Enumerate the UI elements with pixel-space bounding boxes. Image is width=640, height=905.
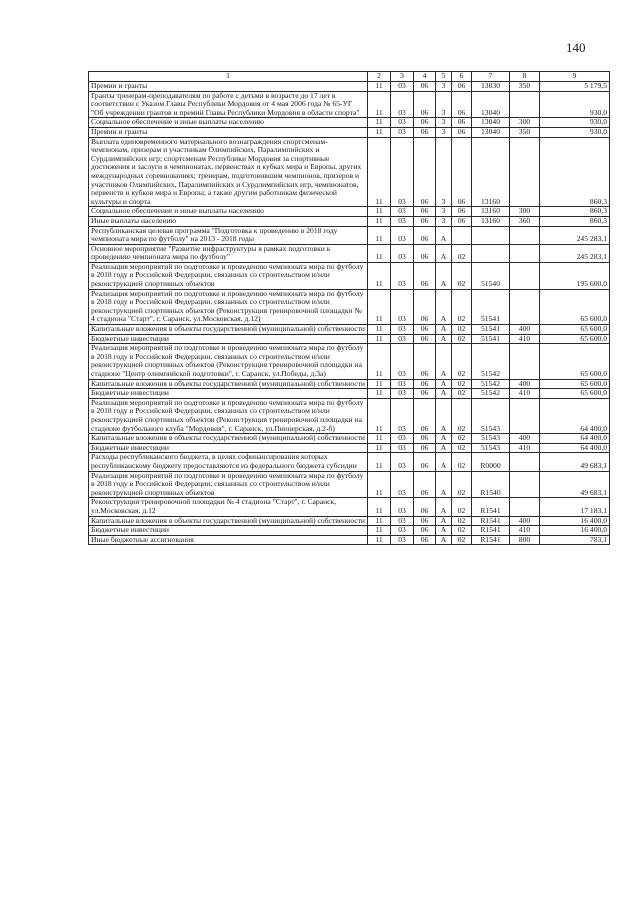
subsection-cell: 03: [391, 262, 414, 289]
event-cell: 02: [452, 289, 472, 324]
table-row: [89, 434, 610, 444]
event-cell: 02: [452, 379, 472, 389]
expense-type-cell: 300: [510, 118, 540, 128]
subprogram-cell: А: [436, 244, 452, 262]
event-cell: 02: [452, 398, 472, 433]
amount-cell: 16 400,0: [540, 526, 610, 536]
expense-type-cell: 400: [510, 379, 540, 389]
expense-type-cell: [510, 453, 540, 471]
subprogram-cell: А: [436, 526, 452, 536]
subprogram-cell: А: [436, 325, 452, 335]
program-cell: 06: [414, 207, 436, 217]
subprogram-cell: А: [436, 226, 452, 244]
program-cell: 06: [414, 127, 436, 137]
subsection-cell: 03: [391, 289, 414, 324]
table-row: [89, 443, 610, 453]
subsection-cell: 03: [391, 344, 414, 379]
event-cell: 06: [452, 207, 472, 217]
program-cell: 06: [414, 379, 436, 389]
table-row: [89, 526, 610, 536]
amount-cell: 65 600,0: [540, 344, 610, 379]
event-cell: 06: [452, 82, 472, 92]
subsection-cell: 03: [391, 379, 414, 389]
subsection-cell: 03: [391, 471, 414, 498]
expense-type-cell: 400: [510, 434, 540, 444]
subprogram-cell: 3: [436, 127, 452, 137]
amount-cell: 245 283,1: [540, 244, 610, 262]
direction-cell: 51542: [472, 344, 510, 379]
table-row: [89, 325, 610, 335]
program-cell: 06: [414, 526, 436, 536]
table-row: [89, 82, 610, 92]
row-name-cell: Иные бюджетные ассигнования: [89, 535, 368, 545]
program-cell: 06: [414, 443, 436, 453]
header-cell: 6: [452, 72, 472, 82]
direction-cell: 51540: [472, 262, 510, 289]
table-row: [89, 516, 610, 526]
amount-cell: 64 400,0: [540, 443, 610, 453]
direction-cell: [472, 244, 510, 262]
table-row: [89, 118, 610, 128]
table-row: [89, 244, 610, 262]
section-cell: 11: [368, 137, 391, 207]
direction-cell: 51543: [472, 398, 510, 433]
event-cell: 02: [452, 526, 472, 536]
direction-cell: 51541: [472, 289, 510, 324]
section-cell: 11: [368, 434, 391, 444]
direction-cell: 13160: [472, 207, 510, 217]
subsection-cell: 03: [391, 498, 414, 516]
program-cell: 06: [414, 137, 436, 207]
row-name-cell: Бюджетные инвестиции: [89, 526, 368, 536]
table-row: [89, 344, 610, 379]
amount-cell: 930,0: [540, 127, 610, 137]
row-name-cell: Премии и гранты: [89, 82, 368, 92]
subprogram-cell: А: [436, 289, 452, 324]
expense-type-cell: 350: [510, 127, 540, 137]
direction-cell: 51541: [472, 325, 510, 335]
program-cell: 06: [414, 118, 436, 128]
program-cell: 06: [414, 344, 436, 379]
header-cell: 1: [89, 72, 368, 82]
row-name-cell: Реализация мероприятий по подготовке и проведению чемпионата мира по футболу в 2018 году в Российской Федерации, связанных со строительством и/или реконструкцией спортивных объектов (Реконструкция тренировочной площадки № 4 стадиона "Старт", г. Саранск, ул.Московская, д.12): [89, 289, 368, 324]
section-cell: 11: [368, 498, 391, 516]
section-cell: 11: [368, 262, 391, 289]
subprogram-cell: 3: [436, 216, 452, 226]
program-cell: 06: [414, 325, 436, 335]
subsection-cell: 03: [391, 325, 414, 335]
program-cell: 06: [414, 453, 436, 471]
expense-type-cell: [510, 244, 540, 262]
section-cell: 11: [368, 216, 391, 226]
section-cell: 11: [368, 334, 391, 344]
section-cell: 11: [368, 443, 391, 453]
amount-cell: 5 179,5: [540, 82, 610, 92]
direction-cell: 13040: [472, 118, 510, 128]
amount-cell: 930,0: [540, 91, 610, 118]
event-cell: 02: [452, 244, 472, 262]
subprogram-cell: 3: [436, 207, 452, 217]
subprogram-cell: А: [436, 262, 452, 289]
table-row: [89, 535, 610, 545]
subsection-cell: 03: [391, 334, 414, 344]
amount-cell: 195 600,0: [540, 262, 610, 289]
program-cell: 06: [414, 398, 436, 433]
row-name-cell: Социальное обеспечение и иные выплаты населению: [89, 118, 368, 128]
table-row: [89, 398, 610, 433]
row-name-cell: Основное мероприятие "Развитие инфраструктуры в рамках подготовки к проведению чемпионата мира по футболу": [89, 244, 368, 262]
subsection-cell: 03: [391, 137, 414, 207]
header-cell: 8: [510, 72, 540, 82]
subprogram-cell: А: [436, 453, 452, 471]
budget-table: [88, 71, 610, 545]
expense-type-cell: 410: [510, 389, 540, 399]
direction-cell: R1540: [472, 471, 510, 498]
event-cell: 02: [452, 389, 472, 399]
section-cell: 11: [368, 526, 391, 536]
program-cell: 06: [414, 216, 436, 226]
event-cell: 02: [452, 471, 472, 498]
subprogram-cell: А: [436, 535, 452, 545]
subsection-cell: 03: [391, 82, 414, 92]
row-name-cell: Бюджетные инвестиции: [89, 334, 368, 344]
amount-cell: 860,3: [540, 137, 610, 207]
amount-cell: 64 400,0: [540, 398, 610, 433]
subsection-cell: 03: [391, 118, 414, 128]
row-name-cell: Премии и гранты: [89, 127, 368, 137]
row-name-cell: Капитальные вложения в объекты государственной (муниципальной) собственности: [89, 516, 368, 526]
direction-cell: 13160: [472, 137, 510, 207]
subsection-cell: 03: [391, 244, 414, 262]
expense-type-cell: [510, 262, 540, 289]
amount-cell: 860,3: [540, 216, 610, 226]
amount-cell: 65 600,0: [540, 389, 610, 399]
table-row: [89, 91, 610, 118]
direction-cell: 51541: [472, 334, 510, 344]
table-row: [89, 262, 610, 289]
subsection-cell: 03: [391, 389, 414, 399]
expense-type-cell: 300: [510, 207, 540, 217]
table-row: [89, 453, 610, 471]
header-cell: 3: [391, 72, 414, 82]
expense-type-cell: [510, 471, 540, 498]
subprogram-cell: А: [436, 389, 452, 399]
event-cell: 02: [452, 516, 472, 526]
amount-cell: 16 400,0: [540, 516, 610, 526]
section-cell: 11: [368, 82, 391, 92]
amount-cell: 49 683,1: [540, 453, 610, 471]
subprogram-cell: А: [436, 471, 452, 498]
subsection-cell: 03: [391, 443, 414, 453]
expense-type-cell: 400: [510, 516, 540, 526]
header-cell: 2: [368, 72, 391, 82]
row-name-cell: Бюджетные инвестиции: [89, 389, 368, 399]
expense-type-cell: 410: [510, 443, 540, 453]
direction-cell: 13160: [472, 216, 510, 226]
expense-type-cell: [510, 91, 540, 118]
expense-type-cell: [510, 498, 540, 516]
direction-cell: 13030: [472, 82, 510, 92]
table-row: [89, 216, 610, 226]
row-name-cell: Капитальные вложения в объекты государственной (муниципальной) собственности: [89, 325, 368, 335]
header-cell: 4: [414, 72, 436, 82]
amount-cell: 245 283,1: [540, 226, 610, 244]
direction-cell: 51543: [472, 434, 510, 444]
program-cell: 06: [414, 535, 436, 545]
event-cell: 06: [452, 137, 472, 207]
subprogram-cell: А: [436, 443, 452, 453]
program-cell: 06: [414, 516, 436, 526]
table-row: [89, 137, 610, 207]
subprogram-cell: 3: [436, 118, 452, 128]
section-cell: 11: [368, 453, 391, 471]
direction-cell: R1541: [472, 535, 510, 545]
amount-cell: 49 683,1: [540, 471, 610, 498]
section-cell: 11: [368, 325, 391, 335]
program-cell: 06: [414, 434, 436, 444]
table-row: [89, 127, 610, 137]
section-cell: 11: [368, 244, 391, 262]
subprogram-cell: А: [436, 434, 452, 444]
direction-cell: R0000: [472, 453, 510, 471]
expense-type-cell: 410: [510, 526, 540, 536]
subprogram-cell: А: [436, 344, 452, 379]
table-row: [89, 334, 610, 344]
direction-cell: R1541: [472, 516, 510, 526]
direction-cell: 51542: [472, 379, 510, 389]
section-cell: 11: [368, 389, 391, 399]
expense-type-cell: 800: [510, 535, 540, 545]
event-cell: [452, 226, 472, 244]
event-cell: 02: [452, 325, 472, 335]
row-name-cell: Капитальные вложения в объекты государственной (муниципальной) собственности: [89, 379, 368, 389]
subsection-cell: 03: [391, 526, 414, 536]
direction-cell: 13040: [472, 91, 510, 118]
subprogram-cell: А: [436, 334, 452, 344]
amount-cell: 783,1: [540, 535, 610, 545]
direction-cell: [472, 226, 510, 244]
program-cell: 06: [414, 244, 436, 262]
direction-cell: R1541: [472, 526, 510, 536]
row-name-cell: Реализация мероприятий по подготовке и проведению чемпионата мира по футболу в 2018 году в Российской Федерации, связанных со строительством и/или реконструкцией спортивных объектов: [89, 471, 368, 498]
section-cell: 11: [368, 289, 391, 324]
section-cell: 11: [368, 398, 391, 433]
subsection-cell: 03: [391, 91, 414, 118]
event-cell: 02: [452, 434, 472, 444]
header-cell: 9: [540, 72, 610, 82]
subsection-cell: 03: [391, 216, 414, 226]
amount-cell: 17 183,1: [540, 498, 610, 516]
expense-type-cell: 360: [510, 216, 540, 226]
section-cell: 11: [368, 91, 391, 118]
subprogram-cell: А: [436, 516, 452, 526]
row-name-cell: Реконструкция тренировочной площадки № 4 стадиона "Старт", г. Саранск, ул.Московская, д.12: [89, 498, 368, 516]
amount-cell: 65 600,0: [540, 334, 610, 344]
row-name-cell: Реализация мероприятий по подготовке и проведению чемпионата мира по футболу в 2018 году в Российской Федерации, связанных со строительством и/или реконструкцией спортивных объектов (Реконструкция тренировочной площадки на стадионе футбольного клуба "Мордовия", г. Саранск, ул.Пионерская, д.2-б): [89, 398, 368, 433]
subprogram-cell: 3: [436, 137, 452, 207]
expense-type-cell: [510, 344, 540, 379]
row-name-cell: Иные выплаты населению: [89, 216, 368, 226]
subprogram-cell: А: [436, 498, 452, 516]
event-cell: 06: [452, 91, 472, 118]
expense-type-cell: [510, 398, 540, 433]
row-name-cell: Реализация мероприятий по подготовке и проведению чемпионата мира по футболу в 2018 году в Российской Федерации, связанных со строительством и/или реконструкцией спортивных объектов (Реконструкция тренировочной площадки на стадионе "Центр олимпийской подготовки", г. Саранск, ул.Победы, д.3а): [89, 344, 368, 379]
section-cell: 11: [368, 471, 391, 498]
table-row: [89, 471, 610, 498]
program-cell: 06: [414, 226, 436, 244]
program-cell: 06: [414, 91, 436, 118]
subsection-cell: 03: [391, 127, 414, 137]
event-cell: 02: [452, 453, 472, 471]
section-cell: 11: [368, 516, 391, 526]
table-row: [89, 379, 610, 389]
expense-type-cell: 350: [510, 82, 540, 92]
section-cell: 11: [368, 207, 391, 217]
event-cell: 02: [452, 334, 472, 344]
event-cell: 02: [452, 535, 472, 545]
subsection-cell: 03: [391, 516, 414, 526]
subprogram-cell: А: [436, 379, 452, 389]
direction-cell: 51542: [472, 389, 510, 399]
subsection-cell: 03: [391, 226, 414, 244]
expense-type-cell: [510, 289, 540, 324]
amount-cell: 860,3: [540, 207, 610, 217]
event-cell: 06: [452, 127, 472, 137]
program-cell: 06: [414, 289, 436, 324]
expense-type-cell: [510, 137, 540, 207]
program-cell: 06: [414, 82, 436, 92]
row-name-cell: Реализация мероприятий по подготовке и проведению чемпионата мира по футболу в 2018 году в Российской Федерации, связанных со строительством и/или реконструкцией спортивных объектов: [89, 262, 368, 289]
program-cell: 06: [414, 498, 436, 516]
event-cell: 06: [452, 216, 472, 226]
page-number: 140: [566, 40, 586, 55]
table-row: [89, 207, 610, 217]
section-cell: 11: [368, 127, 391, 137]
expense-type-cell: [510, 226, 540, 244]
event-cell: 02: [452, 498, 472, 516]
event-cell: 02: [452, 344, 472, 379]
amount-cell: 65 600,0: [540, 379, 610, 389]
direction-cell: 13040: [472, 127, 510, 137]
table-row: [89, 226, 610, 244]
program-cell: 06: [414, 334, 436, 344]
amount-cell: 65 600,0: [540, 289, 610, 324]
row-name-cell: Капитальные вложения в объекты государственной (муниципальной) собственности: [89, 434, 368, 444]
subsection-cell: 03: [391, 398, 414, 433]
table-row: [89, 389, 610, 399]
section-cell: 11: [368, 535, 391, 545]
subsection-cell: 03: [391, 434, 414, 444]
amount-cell: 930,0: [540, 118, 610, 128]
subprogram-cell: 3: [436, 82, 452, 92]
table-body: [89, 82, 610, 545]
section-cell: 11: [368, 118, 391, 128]
header-cell: 5: [436, 72, 452, 82]
subprogram-cell: А: [436, 398, 452, 433]
table-row: [89, 289, 610, 324]
event-cell: 02: [452, 262, 472, 289]
row-name-cell: Выплата единовременного материального вознаграждения спортсменам-чемпионам, призерам и участникам Олимпийских, Паралимпийских и Сурдлимпийских игр; спортсменам Республики Мордовия за спортивные достижения и заслуги в чемпионатах, первенствах и кубках мира и Европы, других международных соревнованиях; тренерам, подготовившим чемпионов, призеров и участников Олимпийских, Паралимпийских и Сурдлимпийских игр, чемпионатов, первенств и кубков мира и Европы, а также другим работникам физической культуры и спорта: [89, 137, 368, 207]
section-cell: 11: [368, 344, 391, 379]
header-cell: 7: [472, 72, 510, 82]
header-row: [89, 72, 610, 82]
expense-type-cell: 410: [510, 334, 540, 344]
program-cell: 06: [414, 471, 436, 498]
amount-cell: 64 400,0: [540, 434, 610, 444]
direction-cell: 51543: [472, 443, 510, 453]
event-cell: 06: [452, 118, 472, 128]
table-row: [89, 498, 610, 516]
amount-cell: 65 600,0: [540, 325, 610, 335]
event-cell: 02: [452, 443, 472, 453]
direction-cell: R1541: [472, 498, 510, 516]
expense-type-cell: 400: [510, 325, 540, 335]
row-name-cell: Бюджетные инвестиции: [89, 443, 368, 453]
section-cell: 11: [368, 379, 391, 389]
section-cell: 11: [368, 226, 391, 244]
row-name-cell: Гранты тренерам-преподавателям по работе с детьми в возрасте до 17 лет в соответствии с Указом Главы Республики Мордовия от 4 мая 2006 года № 65-УГ "Об учреждении грантов и премий Главы Республики Мордовия в области спорта": [89, 91, 368, 118]
row-name-cell: Социальное обеспечение и иные выплаты населению: [89, 207, 368, 217]
subprogram-cell: 3: [436, 91, 452, 118]
row-name-cell: Расходы республиканского бюджета, в целях софинансирования которых республиканскому бюджету предоставляются из федерального бюджета субсидии: [89, 453, 368, 471]
program-cell: 06: [414, 389, 436, 399]
program-cell: 06: [414, 262, 436, 289]
subsection-cell: 03: [391, 535, 414, 545]
subsection-cell: 03: [391, 207, 414, 217]
subsection-cell: 03: [391, 453, 414, 471]
row-name-cell: Республиканская целевая программа "Подготовка к проведению в 2018 году чемпионата мира по футболу" на 2013 - 2018 годы: [89, 226, 368, 244]
